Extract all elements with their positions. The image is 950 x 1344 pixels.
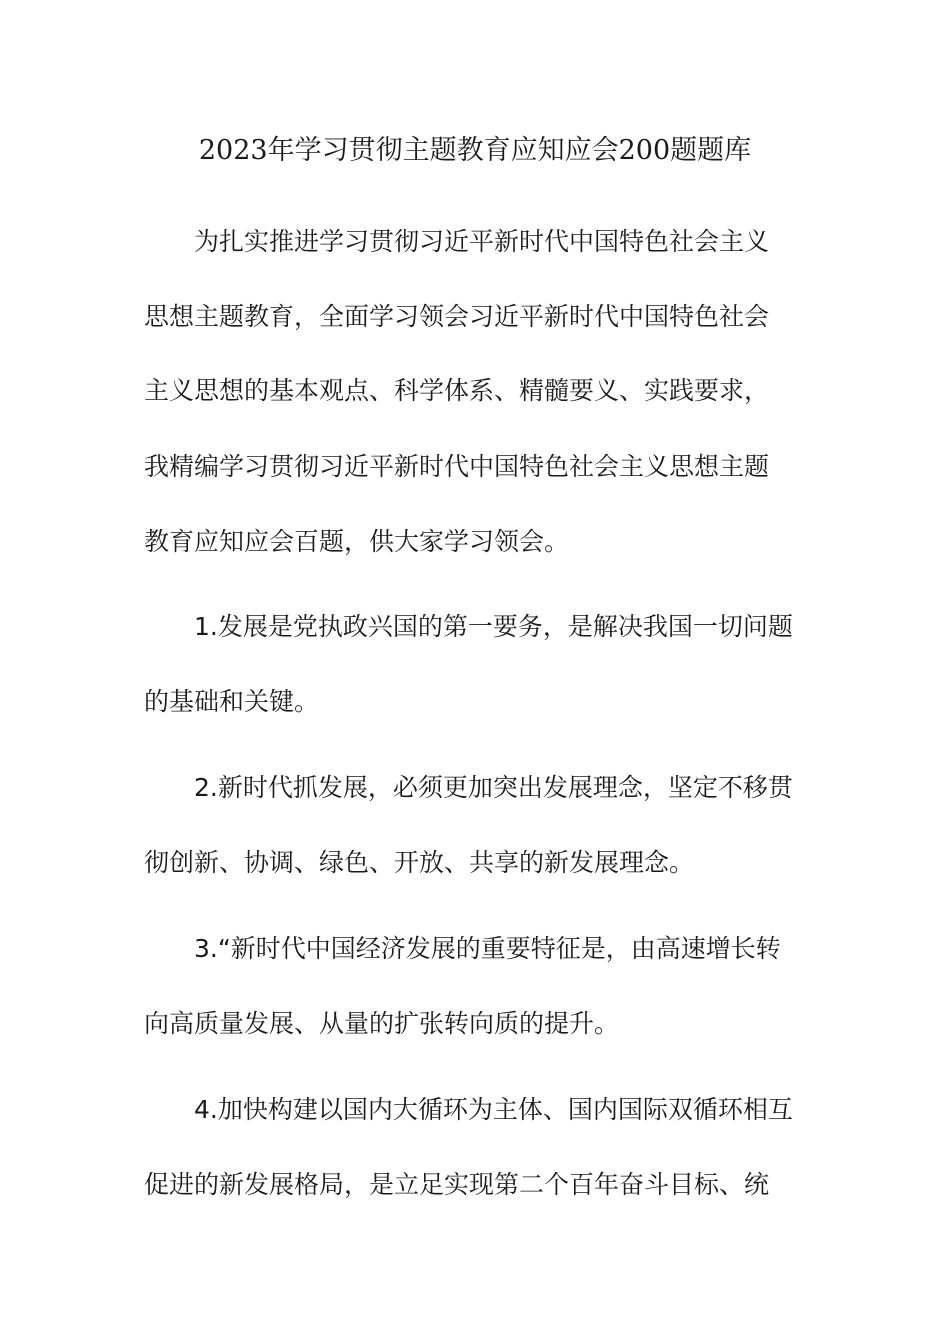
item-1-line-1: 1.发展是党执政兴国的第一要务，是解决我国一切问题: [194, 612, 793, 641]
paragraph-intro-line-5: 教育应知应会百题，供大家学习领会。: [144, 527, 570, 556]
item-1-line-2: 的基础和关键。: [144, 687, 320, 716]
paragraph-intro-line-1: 为扎实推进学习贯彻习近平新时代中国特色社会主义: [194, 227, 770, 256]
item-4-line-2: 促进的新发展格局，是立足实现第二个百年奋斗目标、统: [144, 1170, 770, 1199]
item-2-line-1: 2.新时代抓发展，必须更加突出发展理念，坚定不移贯: [194, 773, 793, 802]
item-2-line-2: 彻创新、协调、绿色、开放、共享的新发展理念。: [144, 848, 695, 877]
item-3-line-2: 向高质量发展、从量的扩张转向质的提升。: [144, 1009, 620, 1038]
paragraph-intro-line-3: 主义思想的基本观点、科学体系、精髓要义、实践要求，: [144, 376, 770, 405]
paragraph-intro-line-2: 思想主题教育，全面学习领会习近平新时代中国特色社会: [144, 302, 770, 331]
item-3-line-1: 3.“新时代中国经济发展的重要特征是，由高速增长转: [194, 934, 781, 963]
paragraph-intro-line-4: 我精编学习贯彻习近平新时代中国特色社会主义思想主题: [144, 452, 770, 481]
item-4-line-1: 4.加快构建以国内大循环为主体、国内国际双循环相互: [194, 1095, 793, 1124]
document-title: 2023年学习贯彻主题教育应知应会200题题库: [198, 135, 752, 166]
